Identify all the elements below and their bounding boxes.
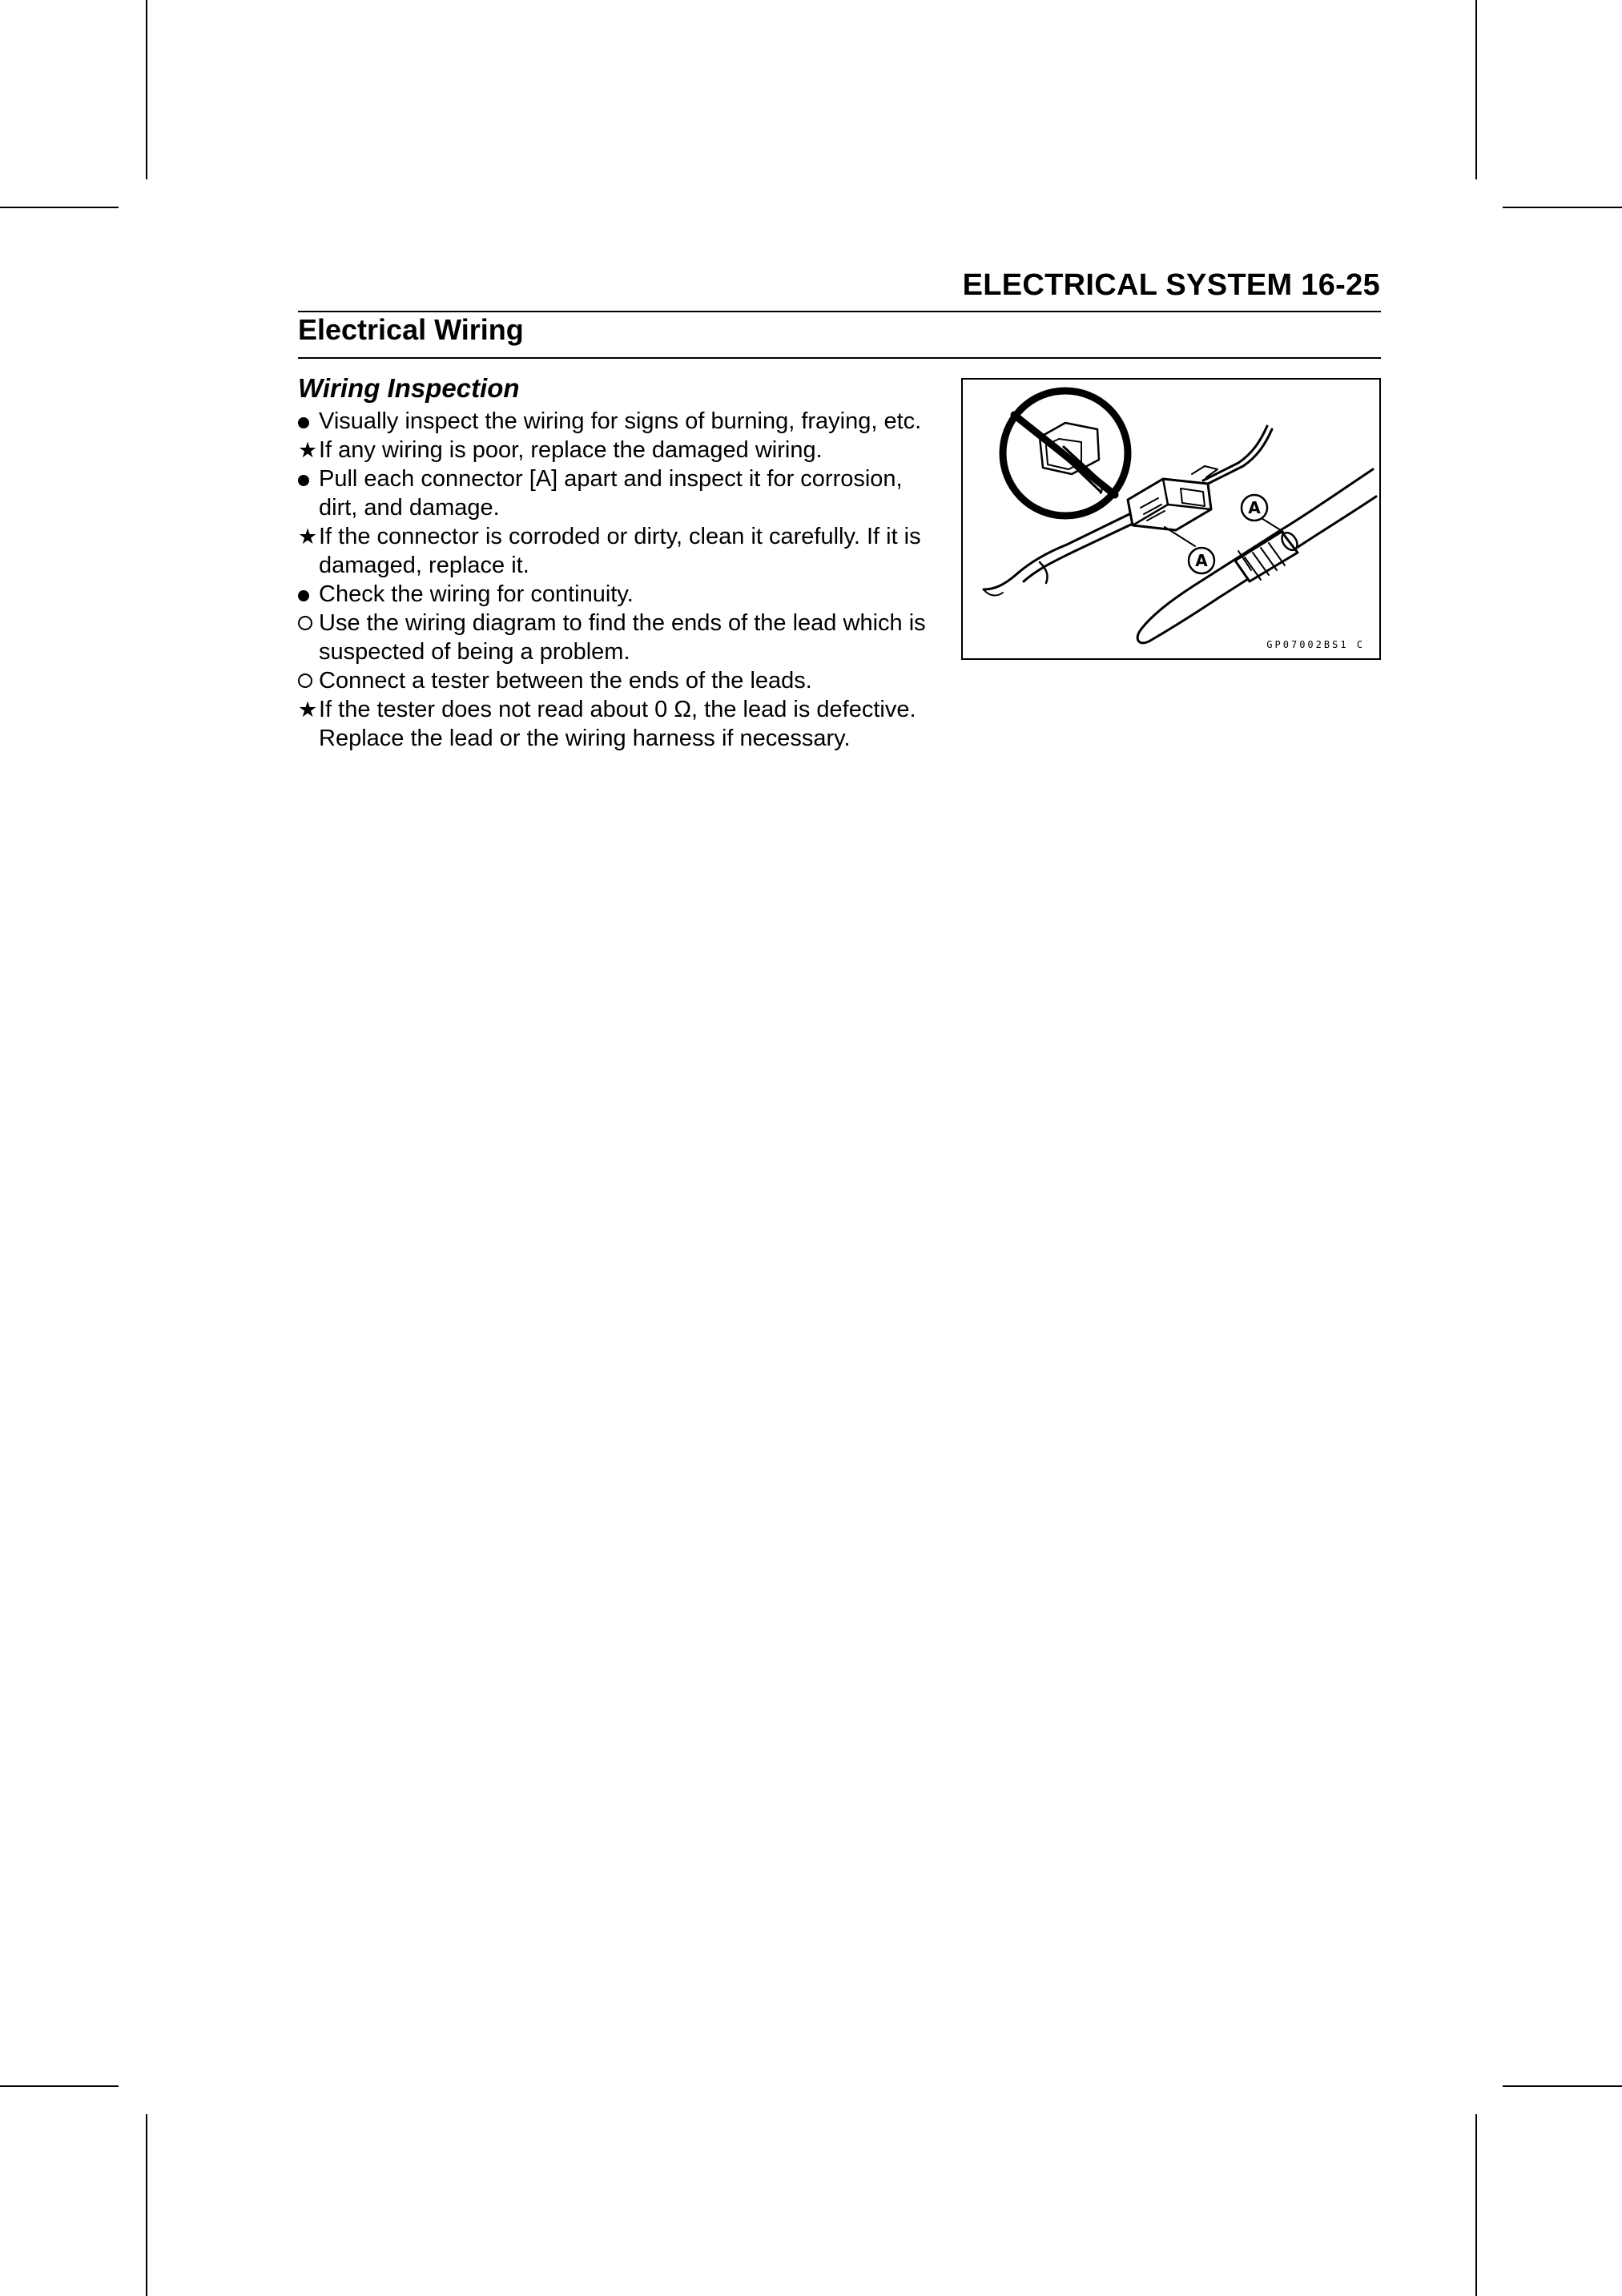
ring-icon (298, 666, 319, 695)
list-item-text: If any wiring is poor, replace the damaged wiring. (319, 437, 823, 463)
list-item-text: If the connector is corroded or dirty, clean it carefully. If it is damaged, replace it. (319, 524, 921, 578)
star-icon: ★ (298, 525, 318, 549)
crop-mark (146, 0, 147, 179)
list-item-text: Connect a tester between the ends of the leads. (319, 668, 812, 694)
list-item (298, 609, 931, 666)
ring-icon (298, 609, 319, 637)
list-item-text: Use the wiring diagram to find the ends of the lead which is suspected of being a problem. (319, 610, 926, 665)
list-item (298, 464, 931, 522)
list-item (298, 522, 931, 580)
connector-illustration (961, 378, 1381, 660)
crop-mark (146, 2114, 147, 2296)
callout-a-label: A (1248, 498, 1261, 517)
connector-drawing (963, 380, 1379, 658)
page-header-title: ELECTRICAL SYSTEM 16-25 (962, 268, 1380, 302)
list-item (298, 695, 931, 753)
crop-mark (0, 207, 119, 208)
list-item-text: Visually inspect the wiring for signs of burning, fraying, etc. (319, 408, 922, 434)
bullet-icon (298, 580, 319, 609)
bullet-icon (298, 407, 319, 436)
crop-mark (1475, 0, 1477, 179)
figure-code: GP07002BS1 C (1266, 639, 1365, 650)
crop-mark (1503, 207, 1622, 208)
crop-mark (1475, 2114, 1477, 2296)
list-item (298, 436, 931, 464)
bullet-icon (298, 464, 319, 493)
star-icon: ★ (298, 438, 318, 462)
crop-mark (1503, 2085, 1622, 2087)
list-item-text: If the tester does not read about 0 Ω, the lead is defective. Replace the lead or the wiring harness if necessary. (319, 697, 916, 751)
list-item-text: Pull each connector [A] apart and inspect it for corrosion, dirt, and damage. (319, 466, 903, 521)
list-item-text: Check the wiring for continuity. (319, 581, 634, 607)
list-item (298, 580, 931, 609)
star-icon: ★ (298, 698, 318, 722)
list-item (298, 666, 931, 695)
list-item (298, 407, 931, 436)
callout-a-label: A (1195, 551, 1208, 570)
section-title: Electrical Wiring (298, 313, 524, 346)
wiring-inspection-content (298, 372, 931, 753)
section-rule (298, 357, 1381, 359)
subsection-title: Wiring Inspection (298, 373, 520, 403)
crop-mark (0, 2085, 119, 2087)
